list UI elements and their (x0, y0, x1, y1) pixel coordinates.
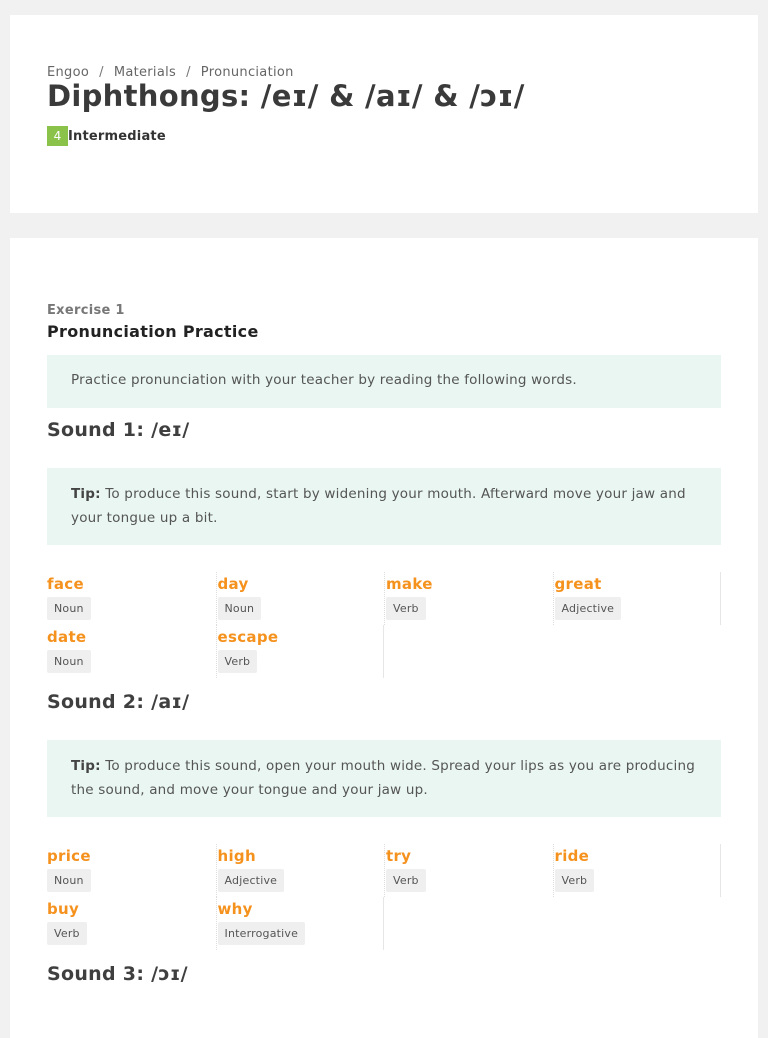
word[interactable]: ride (554, 847, 590, 865)
level-label: Intermediate (68, 128, 166, 144)
tip-text: To produce this sound, start by widening your mouth. Afterward move your jaw and your tongue up a bit. (71, 486, 686, 526)
instruction-box (47, 355, 721, 408)
sound-2-tip-box (47, 740, 721, 817)
word-card[interactable] (553, 844, 722, 897)
word-card[interactable] (216, 572, 385, 625)
sound-1-word-grid (47, 572, 721, 678)
word-card[interactable] (216, 844, 385, 897)
part-of-speech-tag: Noun (218, 597, 262, 620)
word[interactable]: date (47, 628, 87, 646)
breadcrumb (47, 65, 294, 80)
breadcrumb-separator: / (186, 65, 191, 80)
instruction-text: Practice pronunciation with your teacher by reading the following words. (71, 372, 577, 388)
word-card[interactable] (47, 844, 216, 897)
tip-label: Tip: (71, 758, 101, 774)
word[interactable]: make (386, 575, 433, 593)
word-card[interactable] (47, 625, 216, 678)
word[interactable]: day (217, 575, 249, 593)
page-title: Diphthongs: /eɪ/ & /aɪ/ & /ɔɪ/ (47, 79, 525, 113)
word-card[interactable] (216, 897, 385, 950)
word[interactable]: price (47, 847, 91, 865)
part-of-speech-tag: Adjective (218, 869, 285, 892)
breadcrumb-separator: / (99, 65, 104, 80)
exercise-card (10, 238, 758, 1038)
sound-1-heading: Sound 1: /eɪ/ (47, 419, 190, 441)
exercise-label: Exercise 1 (47, 303, 125, 318)
part-of-speech-tag: Verb (218, 650, 258, 673)
tip-text: To produce this sound, open your mouth wide. Spread your lips as you are producing the sound, and move your tongue and your jaw up. (71, 758, 695, 798)
sound-3-heading: Sound 3: /ɔɪ/ (47, 963, 188, 985)
word-card[interactable] (384, 572, 553, 625)
sound-2-word-grid (47, 844, 721, 950)
part-of-speech-tag: Noun (47, 650, 91, 673)
level-indicator (47, 126, 166, 146)
part-of-speech-tag: Adjective (555, 597, 622, 620)
breadcrumb-pronunciation[interactable]: Pronunciation (200, 65, 294, 80)
lesson-header-card (10, 15, 758, 213)
word-card[interactable] (47, 572, 216, 625)
word-card[interactable] (384, 844, 553, 897)
word-card[interactable] (553, 572, 722, 625)
part-of-speech-tag: Verb (386, 869, 426, 892)
part-of-speech-tag: Verb (555, 869, 595, 892)
part-of-speech-tag: Verb (386, 597, 426, 620)
word-card[interactable] (47, 897, 216, 950)
word[interactable]: great (554, 575, 602, 593)
exercise-title: Pronunciation Practice (47, 322, 259, 341)
word[interactable]: try (386, 847, 412, 865)
level-badge: 4 (47, 126, 68, 146)
word[interactable]: face (47, 575, 84, 593)
word[interactable]: why (217, 900, 253, 918)
breadcrumb-engoo[interactable]: Engoo (47, 65, 90, 80)
word[interactable]: high (217, 847, 256, 865)
word[interactable]: buy (47, 900, 80, 918)
sound-1-tip-box (47, 468, 721, 545)
sound-2-heading: Sound 2: /aɪ/ (47, 691, 190, 713)
part-of-speech-tag: Noun (47, 597, 91, 620)
word-card[interactable] (216, 625, 385, 678)
tip-label: Tip: (71, 486, 101, 502)
part-of-speech-tag: Interrogative (218, 922, 306, 945)
part-of-speech-tag: Verb (47, 922, 87, 945)
breadcrumb-materials[interactable]: Materials (113, 65, 177, 80)
part-of-speech-tag: Noun (47, 869, 91, 892)
word[interactable]: escape (217, 628, 279, 646)
